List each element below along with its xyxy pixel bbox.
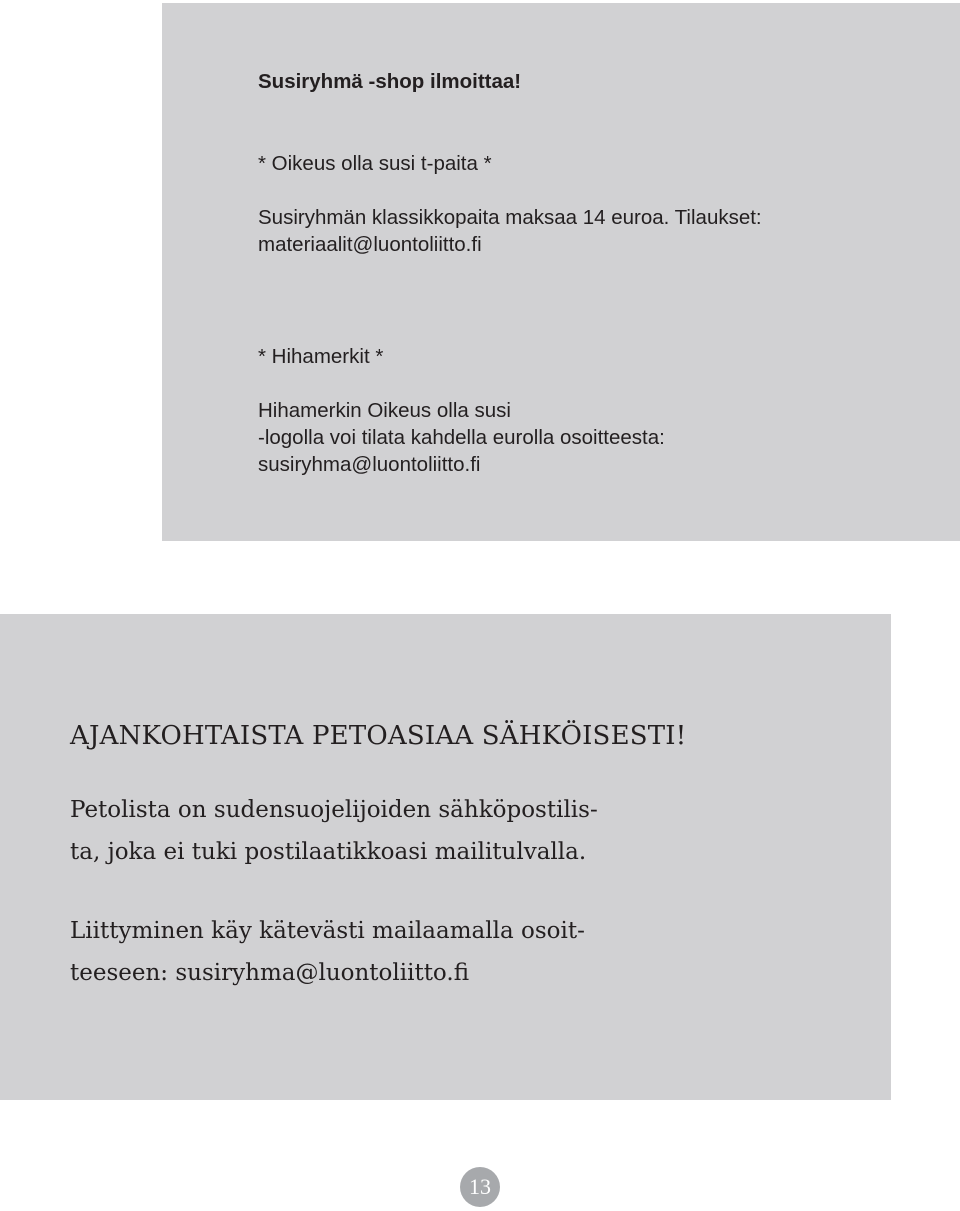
- mailing-list-description: [70, 789, 598, 873]
- page-number-badge: 13: [460, 1167, 500, 1207]
- tshirt-title: * Oikeus olla susi t-paita *: [258, 152, 492, 175]
- mailing-list-join-email: teeseen: susiryhma@luontoliitto.fi: [70, 960, 470, 986]
- badge-description-line: Hihamerkin Oikeus olla susi: [258, 399, 511, 422]
- shop-heading: Susiryhmä -shop ilmoittaa!: [258, 70, 522, 93]
- mailing-list-join-info: [70, 910, 585, 994]
- shop-announcement-box: [162, 3, 960, 541]
- badge-description-line: -logolla voi tilata kahdella eurolla osoitteesta:: [258, 426, 665, 449]
- mailing-list-join-line: Liittyminen käy kätevästi mailaamalla osoit-: [70, 918, 585, 944]
- mailing-list-heading: AJANKOHTAISTA PETOASIAA SÄHKÖISESTI!: [70, 721, 687, 751]
- tshirt-description-line: Susiryhmän klassikkopaita maksaa 14 euroa. Tilaukset:: [258, 206, 762, 229]
- mailing-list-box: [0, 614, 891, 1100]
- badge-description: [258, 397, 918, 478]
- tshirt-description: [258, 204, 918, 258]
- mailing-list-description-line: Petolista on sudensuojelijoiden sähköpostilis-: [70, 797, 598, 823]
- mailing-list-description-line: ta, joka ei tuki postilaatikkoasi mailitulvalla.: [70, 839, 587, 865]
- badge-order-email: susiryhma@luontoliitto.fi: [258, 453, 481, 476]
- tshirt-order-email: materiaalit@luontoliitto.fi: [258, 233, 482, 256]
- badge-title: * Hihamerkit *: [258, 345, 384, 368]
